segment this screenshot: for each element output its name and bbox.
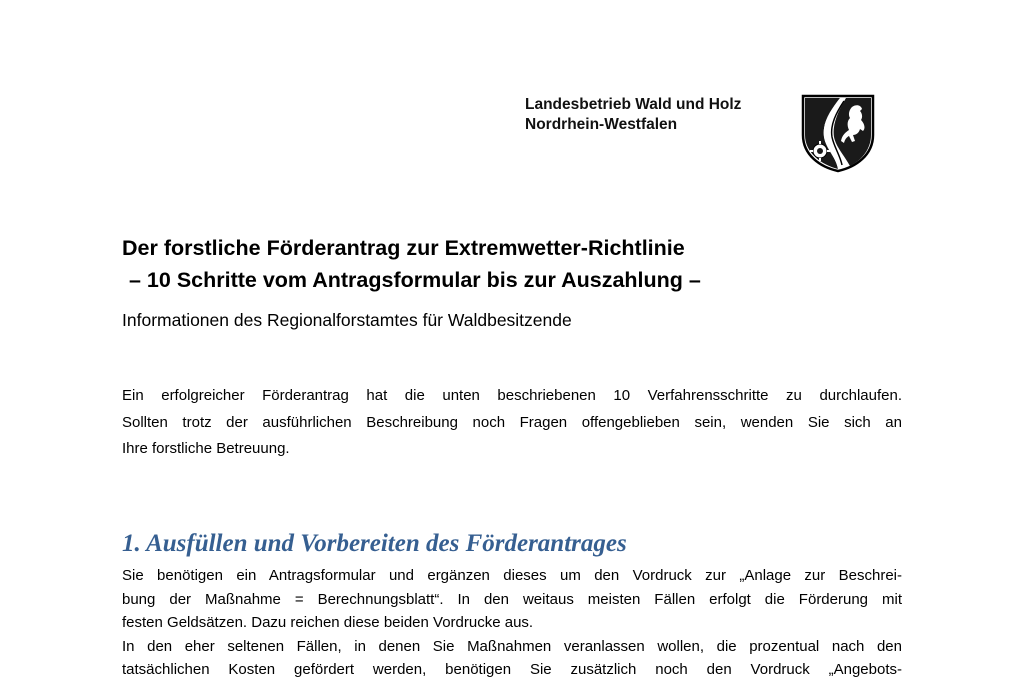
section-1-line: festen Geldsätzen. Dazu reichen diese beiden Vordrucke aus. [122,614,534,631]
organization-name [525,95,741,135]
title-line-1: Der forstliche Förderantrag zur Extremwetter-Richtlinie [122,236,685,260]
document-subtitle: Informationen des Regionalforstamtes für Waldbesitzende [122,310,572,330]
organization-line-1: Landesbetrieb Wald und Holz [525,96,742,113]
section-1-paragraph [122,564,902,682]
nrw-coat-of-arms-icon [800,93,876,173]
section-1-line: In den eher seltenen Fällen, in denen Sie Maßnahmen veranlassen wollen, die prozentual nach den [122,637,902,655]
intro-line: Ein erfolgreicher Förderantrag hat die unten beschriebenen 10 Verfahrensschritte zu durchlaufen. [122,387,902,404]
section-1-line: Sie benötigen ein Antragsformular und ergänzen dieses um den Vordruck zur „Anlage zur Beschrei- [122,567,902,584]
intro-line: Ihre forstliche Betreuung. [122,440,290,457]
title-line-2: – 10 Schritte vom Antragsformular bis zur Auszahlung – [129,268,701,292]
intro-line: Sollten trotz der ausführlichen Beschreibung noch Fragen offengeblieben sein, wenden Sie sich an [122,413,902,431]
section-1-line: bung der Maßnahme = Berechnungsblatt“. In den weitaus meisten Fällen erfolgt die Förderung mit [122,590,902,608]
section-1-heading: 1. Ausfüllen und Vorbereiten des Förderantrages [122,530,627,557]
section-1-line: tatsächlichen Kosten gefördert werden, benötigen Sie zusätzlich noch den Vordruck „Angebots- [122,661,902,678]
intro-paragraph [122,383,902,463]
organization-line-2: Nordrhein-Westfalen [525,116,678,133]
document-title [122,232,922,296]
